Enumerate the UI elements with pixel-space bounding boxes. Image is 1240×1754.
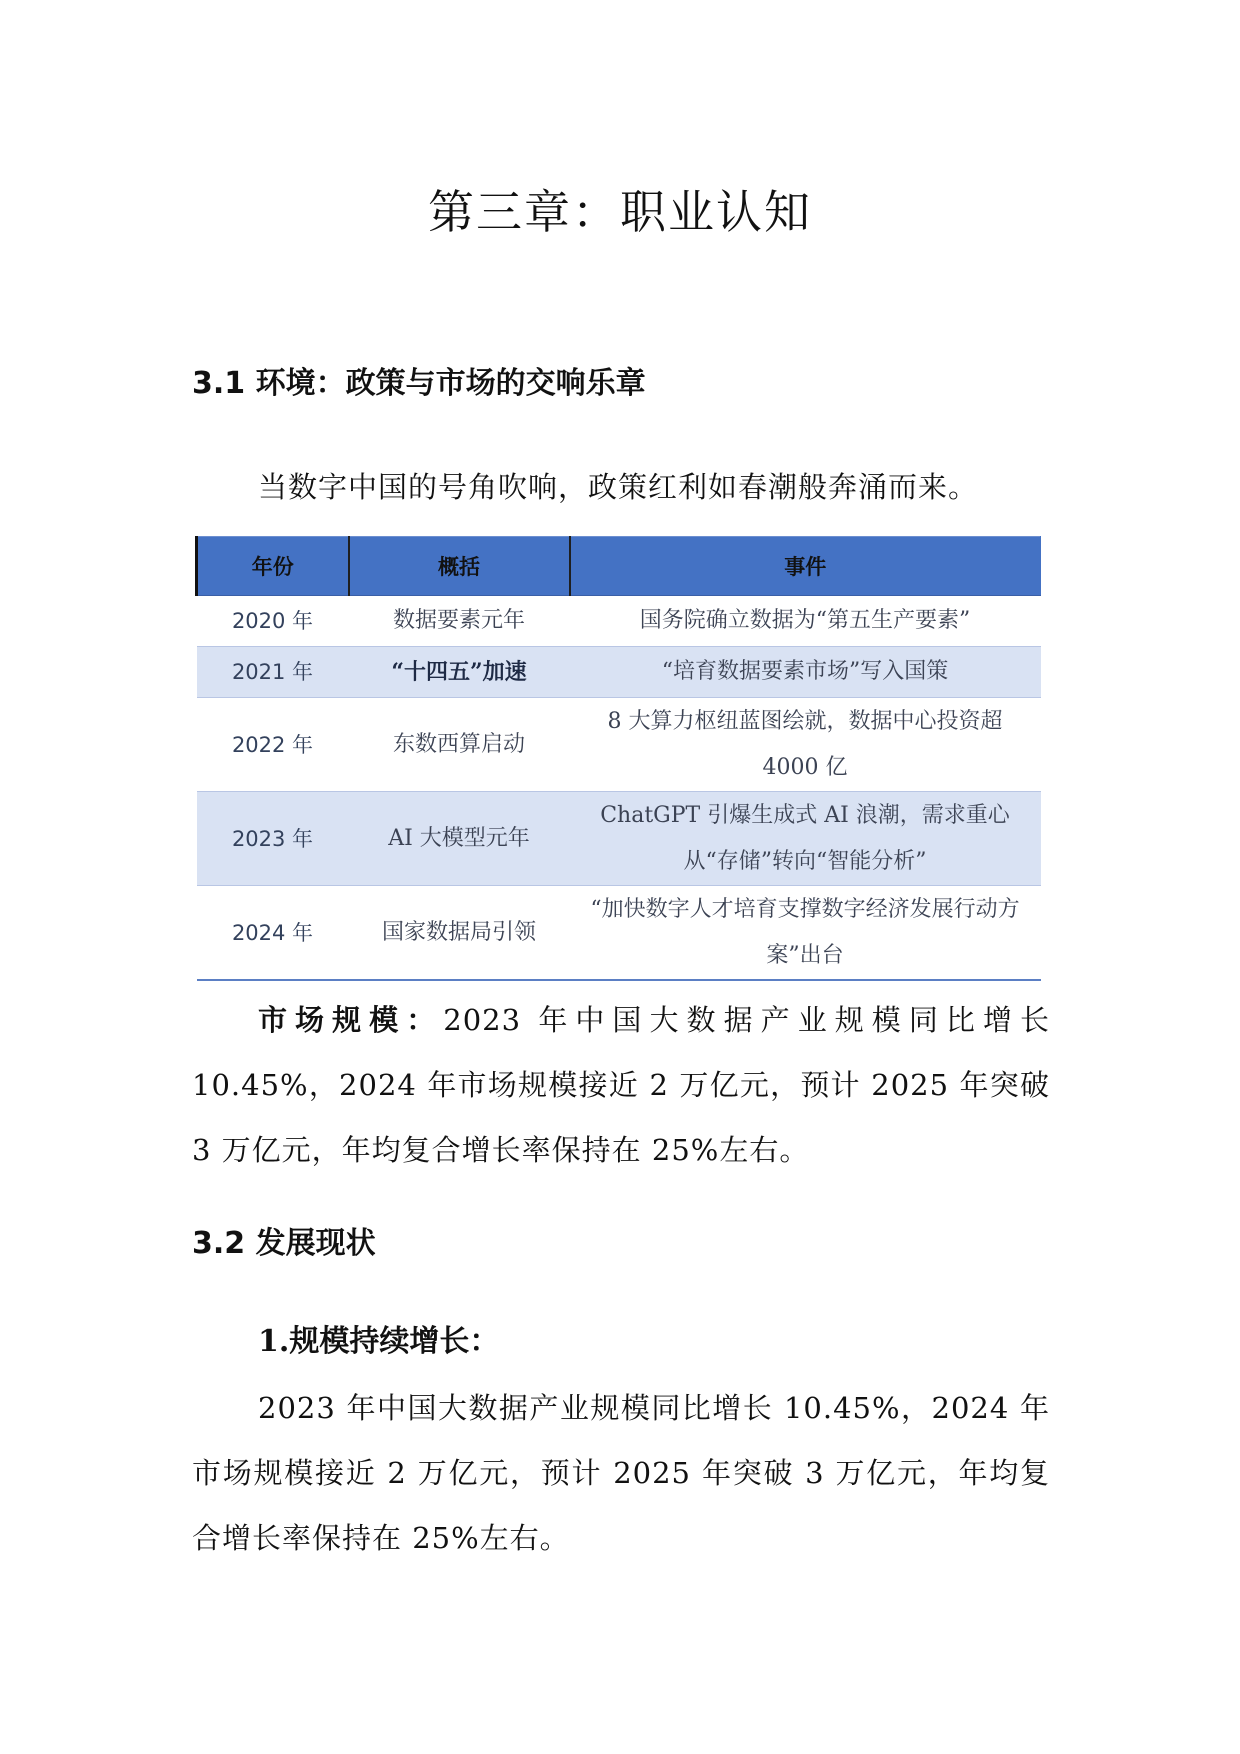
cell-event: “加快数字人才培育支撑数字经济发展行动方案”出台 (590, 896, 1020, 968)
market-size-text: 2023 年中国大数据产业规模同比增长 10.45%，2024 年市场规模接近 2 万亿元，预计 2025 年突破 3 万亿元，年均复合增长率保持在 25%左右。 (192, 1003, 1050, 1167)
table-row (197, 596, 1041, 647)
table-row (197, 647, 1041, 698)
scale-growth-paragraph: 2023 年中国大数据产业规模同比增长 10.45%，2024 年市场规模接近 2 万亿元，预计 2025 年突破 3 万亿元，年均复合增长率保持在 25%左右。 (192, 1391, 1050, 1555)
section-heading-3-2: 3.2 发展现状 (192, 1226, 376, 1261)
table-row (197, 886, 1041, 981)
cell-summary: 东数西算启动 (392, 731, 525, 757)
page-title: 第三章：职业认知 (428, 185, 812, 239)
cell-event: “培育数据要素市场”写入国策 (570, 647, 1041, 698)
market-size-paragraph (192, 988, 1050, 1183)
table-row (197, 792, 1041, 886)
cell-summary: 数据要素元年 (392, 608, 525, 633)
cell-summary: AI 大模型元年 (349, 792, 570, 886)
cell-summary: “十四五”加速 (349, 647, 570, 698)
cell-event: 8 大算力枢纽蓝图绘就，数据中心投资超 4000 亿 (607, 708, 1003, 780)
header-summary: 概括 (349, 537, 570, 596)
subheading-scale-growth: 1.规模持续增长： (258, 1324, 500, 1359)
table-header-row (197, 537, 1041, 596)
cell-event: ChatGPT 引爆生成式 AI 浪潮，需求重心从“存储”转向“智能分析” (570, 792, 1041, 886)
cell-year: 2020 年 (231, 609, 314, 633)
table-row (197, 698, 1041, 792)
section-heading-3-1: 3.1 环境：政策与市场的交响乐章 (192, 366, 646, 401)
cell-year: 2022 年 (231, 732, 314, 757)
cell-summary: 国家数据局引领 (381, 919, 536, 945)
cell-year: 2024 年 (231, 920, 314, 945)
policy-timeline-table (195, 536, 1041, 981)
cell-year: 2023 年 (197, 792, 349, 886)
header-year: 年份 (197, 537, 349, 596)
cell-year: 2021 年 (197, 647, 349, 698)
cell-event: 国务院确立数据为“第五生产要素” (639, 608, 971, 633)
market-size-label: 市场规模： (258, 1003, 444, 1037)
intro-paragraph: 当数字中国的号角吹响，政策红利如春潮般奔涌而来。 (258, 470, 979, 504)
header-event: 事件 (570, 537, 1041, 596)
